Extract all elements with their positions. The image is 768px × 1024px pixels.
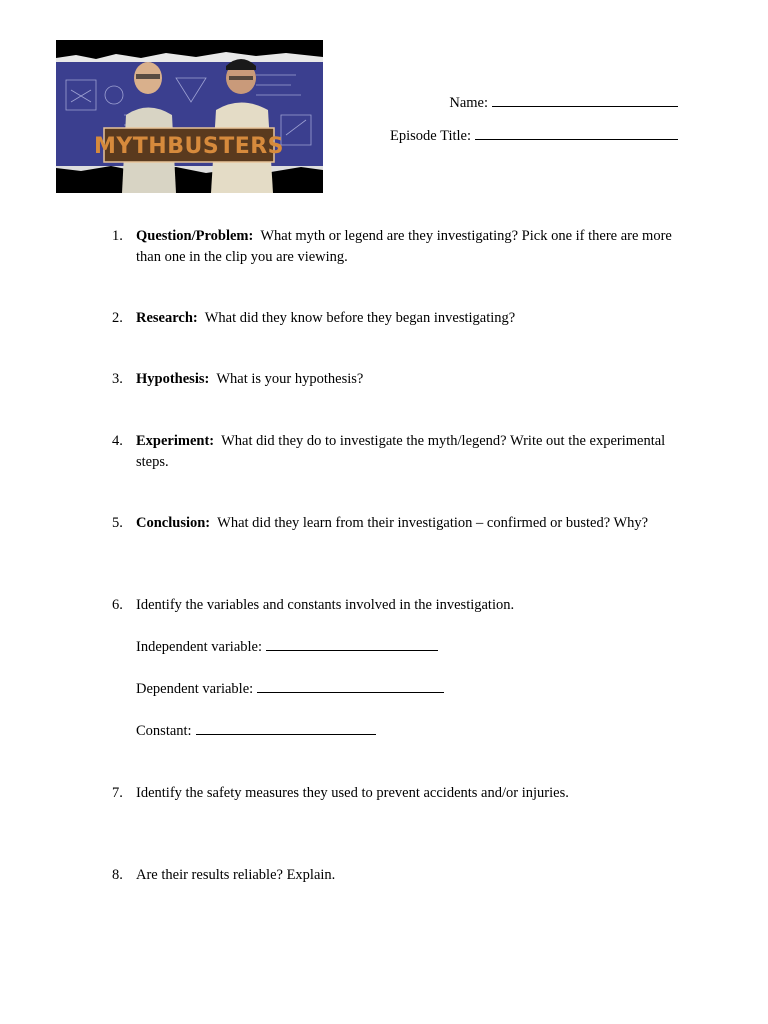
- dependent-variable-label: Dependent variable:: [136, 681, 254, 697]
- question-label: Experiment:: [136, 433, 215, 449]
- question-text: What myth or legend are they investigating? Pick one if there are more than one in the clip you are viewing.: [136, 228, 672, 265]
- constant-label: Constant:: [136, 723, 192, 739]
- question-number: 1.: [112, 228, 123, 244]
- question-text: Are their results reliable? Explain.: [136, 867, 336, 883]
- episode-title-field[interactable]: [390, 125, 678, 145]
- variable-fields: [112, 636, 682, 742]
- dependent-variable-field[interactable]: [136, 678, 682, 700]
- name-label: Name:: [449, 95, 488, 111]
- question-3: [112, 369, 682, 390]
- name-blank[interactable]: [492, 92, 678, 107]
- question-number: 4.: [112, 433, 123, 449]
- question-number: 7.: [112, 785, 123, 801]
- question-2: [112, 308, 682, 329]
- question-6: [112, 595, 682, 616]
- question-8: [112, 865, 682, 886]
- question-text: Identify the safety measures they used to prevent accidents and/or injuries.: [136, 785, 569, 801]
- dependent-variable-blank[interactable]: [257, 678, 444, 693]
- question-4: [112, 431, 682, 473]
- question-5: [112, 513, 682, 534]
- question-label: Research:: [136, 310, 198, 326]
- constant-field[interactable]: [136, 720, 682, 742]
- independent-variable-field[interactable]: [136, 636, 682, 658]
- question-label: Conclusion:: [136, 515, 211, 531]
- independent-variable-blank[interactable]: [266, 636, 438, 651]
- question-7: [112, 783, 682, 804]
- question-list: [112, 226, 682, 886]
- banner-logo-text: MYTHBUSTERS: [93, 134, 285, 159]
- question-1: [112, 226, 682, 268]
- question-number: 5.: [112, 515, 123, 531]
- question-text: What did they do to investigate the myth/legend? Write out the experimental steps.: [136, 433, 666, 470]
- question-label: Question/Problem:: [136, 228, 254, 244]
- constant-blank[interactable]: [196, 720, 376, 735]
- mythbusters-banner-image: [56, 40, 323, 193]
- question-text: Identify the variables and constants involved in the investigation.: [136, 597, 515, 613]
- independent-variable-label: Independent variable:: [136, 639, 263, 655]
- question-number: 8.: [112, 867, 123, 883]
- episode-title-label: Episode Title:: [390, 128, 471, 144]
- student-info-fields: [390, 92, 678, 158]
- name-field[interactable]: [390, 92, 678, 112]
- question-text: What did they know before they began investigating?: [204, 310, 516, 326]
- episode-title-blank[interactable]: [475, 125, 678, 140]
- question-text: What did they learn from their investigation – confirmed or busted? Why?: [217, 515, 649, 531]
- question-label: Hypothesis:: [136, 371, 210, 387]
- question-number: 6.: [112, 597, 123, 613]
- question-number: 2.: [112, 310, 123, 326]
- question-text: What is your hypothesis?: [216, 371, 364, 387]
- question-number: 3.: [112, 371, 123, 387]
